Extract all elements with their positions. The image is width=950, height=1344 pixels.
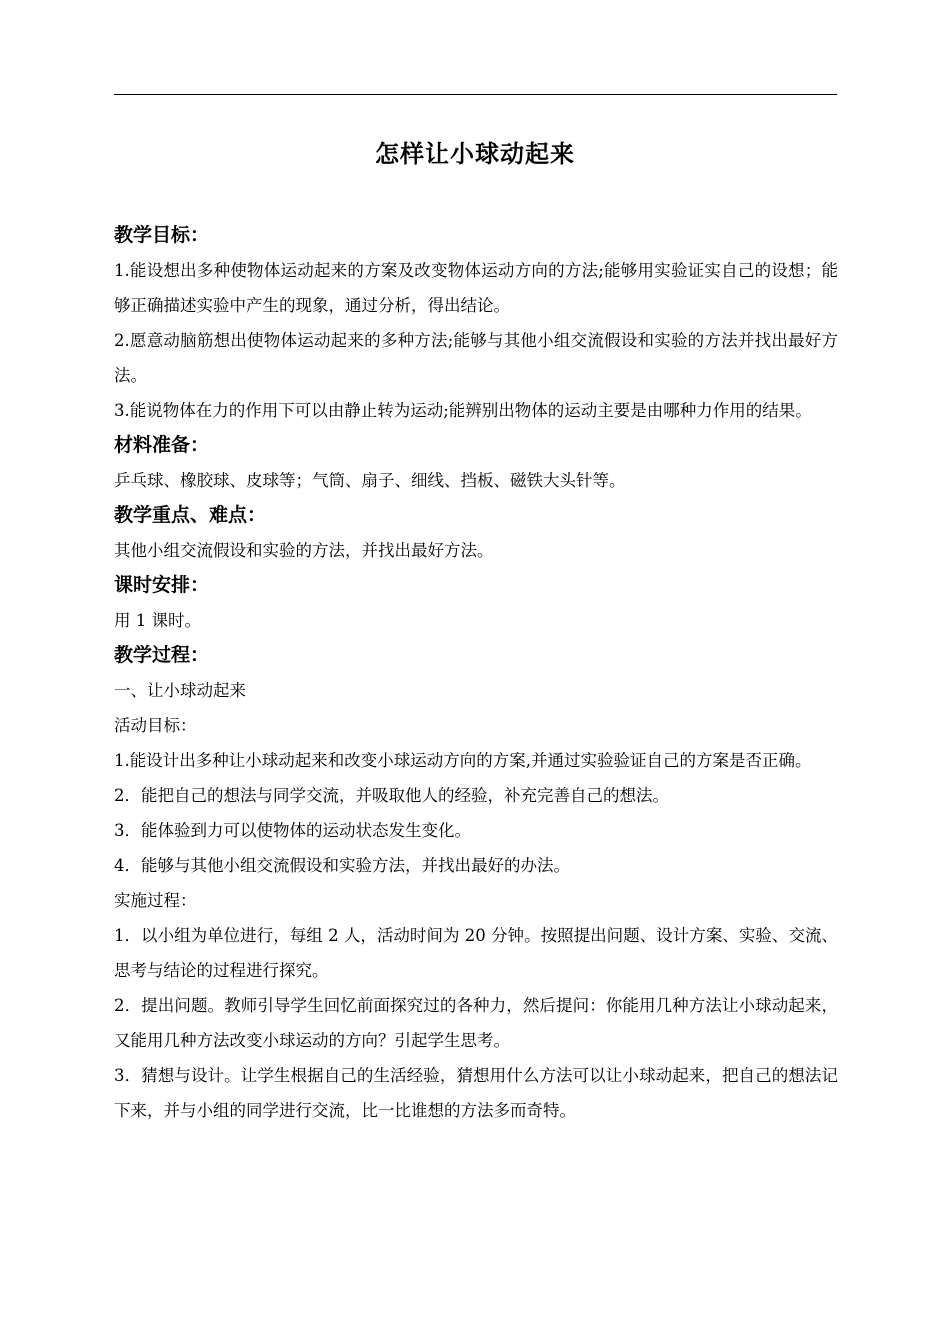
schedule-text: 用 1 课时。 [114,611,201,630]
goal-item: 2.愿意动脑筋想出使物体运动起来的多种方法;能够与其他小组交流假设和实验的方法并找出最好方法。 [114,331,838,385]
section-heading-keypoints: 教学重点、难点： [114,504,267,526]
section-heading-schedule: 课时安排： [114,574,210,596]
activity-goal-item: 4．能够与其他小组交流假设和实验方法，并找出最好的办法。 [114,856,570,875]
activity-goal-item: 3．能体验到力可以使物体的运动状态发生变化。 [114,821,471,840]
implementation-item: 1．以小组为单位进行，每组 2 人，活动时间为 20 分钟。按照提出问题、设计方案、实验、交流、思考与结论的过程进行探究。 [114,926,838,980]
implementation-item: 2．提出问题。教师引导学生回忆前面探究过的各种力，然后提问：你能用几种方法让小球动起来，又能用几种方法改变小球运动的方向？引起学生思考。 [114,996,838,1050]
goal-item: 3.能说物体在力的作用下可以由静止转为运动;能辨别出物体的运动主要是由哪种力作用的结果。 [114,401,812,420]
implementation-item: 3．猜想与设计。让学生根据自己的生活经验，猜想用什么方法可以让小球动起来，把自己的想法记下来，并与小组的同学进行交流，比一比谁想的方法多而奇特。 [114,1066,838,1120]
section-heading-materials: 材料准备： [114,434,210,456]
materials-text: 乒乓球、橡胶球、皮球等；气筒、扇子、细线、挡板、磁铁大头针等。 [114,471,626,490]
keypoints-text: 其他小组交流假设和实验的方法，并找出最好方法。 [114,541,494,560]
activity-goal-item: 1.能设计出多种让小球动起来和改变小球运动方向的方案,并通过实验验证自己的方案是否正确。 [114,751,812,770]
section-heading-process: 教学过程： [114,644,210,666]
process-part-title: 一、让小球动起来 [114,681,246,700]
document-title: 怎样让小球动起来 [375,140,575,168]
header-rule [114,94,837,95]
activity-goal-item: 2．能把自己的想法与同学交流，并吸取他人的经验，补充完善自己的想法。 [114,786,669,805]
implementation-label: 实施过程： [114,891,197,910]
section-heading-goals: 教学目标： [114,224,210,246]
document-body [114,218,838,1128]
activity-goals-label: 活动目标： [114,716,197,735]
goal-item: 1.能设想出多种使物体运动起来的方案及改变物体运动方向的方法;能够用实验证实自己的设想；能够正确描述实验中产生的现象，通过分析，得出结论。 [114,261,838,315]
